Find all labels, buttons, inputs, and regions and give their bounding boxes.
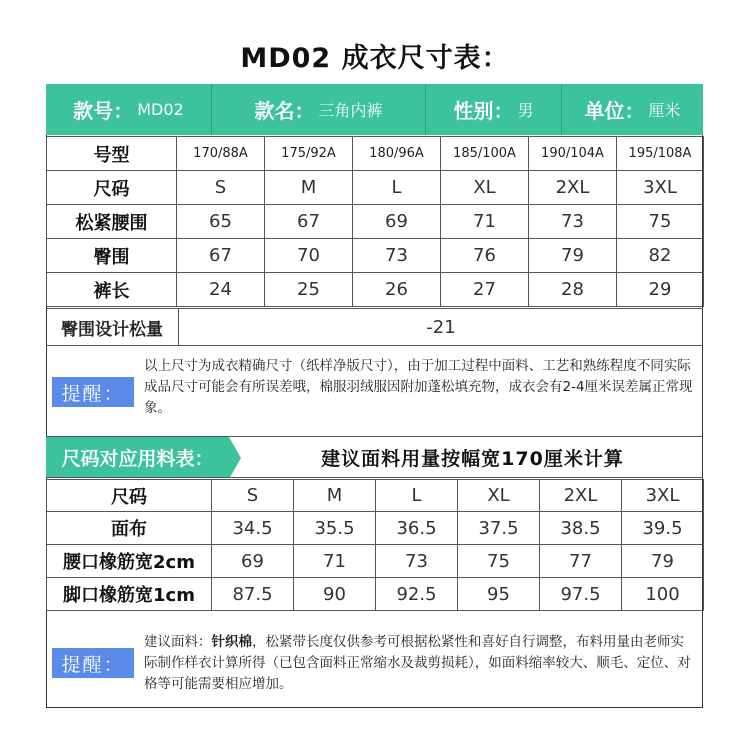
value-cell: 29 xyxy=(617,273,704,307)
model-cell: 190/104A xyxy=(529,137,617,171)
value-cell: 92.5 xyxy=(376,578,458,611)
value-cell: 79 xyxy=(622,545,704,578)
style-name-value: 三角内裤 xyxy=(318,101,383,120)
recommended-fabric: 针织棉 xyxy=(211,634,252,650)
gender-value: 男 xyxy=(517,101,534,120)
value-cell: 71 xyxy=(441,205,529,239)
value-cell: 38.5 xyxy=(540,512,622,545)
unit-label: 单位： xyxy=(584,99,645,123)
fabric-row xyxy=(47,512,704,545)
value-cell: 97.5 xyxy=(540,578,622,611)
value-cell: 24 xyxy=(177,273,265,307)
row-label: 面布 xyxy=(47,512,212,545)
size-cell: M xyxy=(294,480,376,512)
hip-row xyxy=(47,239,704,273)
model-cell: 175/92A xyxy=(265,137,353,171)
value-cell: 35.5 xyxy=(294,512,376,545)
fabric-section-label: 尺码对应用料表： xyxy=(46,437,229,477)
value-cell: 87.5 xyxy=(212,578,294,611)
style-name-cell xyxy=(212,84,426,135)
size-cell: XL xyxy=(441,171,529,205)
size-cell: S xyxy=(177,171,265,205)
gender-label: 性别： xyxy=(453,99,514,123)
value-cell: 82 xyxy=(617,239,704,273)
style-no-value: MD02 xyxy=(137,100,184,119)
value-cell: 39.5 xyxy=(622,512,704,545)
value-cell: 73 xyxy=(529,205,617,239)
hip-ease-row xyxy=(46,308,703,346)
fabric-calc-note: 建议面料用量按幅宽170厘米计算 xyxy=(321,447,624,470)
value-cell: 73 xyxy=(353,239,441,273)
value-cell: 95 xyxy=(458,578,540,611)
value-cell: 71 xyxy=(294,545,376,578)
model-cell: 195/108A xyxy=(617,137,704,171)
gender-cell xyxy=(426,84,562,135)
value-cell: 70 xyxy=(265,239,353,273)
value-cell: 75 xyxy=(458,545,540,578)
info-bar xyxy=(46,84,703,135)
size-cell: L xyxy=(353,171,441,205)
value-cell: 100 xyxy=(622,578,704,611)
row-label: 裤长 xyxy=(47,273,177,307)
page-title: MD02 成衣尺寸表： xyxy=(240,43,510,74)
waist-row xyxy=(47,205,704,239)
style-name-label: 款名： xyxy=(254,99,315,123)
value-cell: 76 xyxy=(441,239,529,273)
size-cell: 3XL xyxy=(617,171,704,205)
value-cell: 67 xyxy=(177,239,265,273)
style-no-cell xyxy=(46,84,212,135)
hip-ease-value: -21 xyxy=(426,316,456,338)
size-cell: 2XL xyxy=(529,171,617,205)
model-cell: 170/88A xyxy=(177,137,265,171)
style-no-label: 款号： xyxy=(73,99,134,123)
size-cell: L xyxy=(376,480,458,512)
size-cell: M xyxy=(265,171,353,205)
size-cell: 3XL xyxy=(622,480,704,512)
fabric-reminder-rest: ，松紧带长度仅供参考可根据松紧性和喜好自行调整，布料用量由老师实际制作样衣计算所得（已包含面料正常缩水及裁剪损耗），如面料缩率较大、顺毛、定位、对格等可能需要相应增加。 xyxy=(144,634,691,692)
model-cell: 185/100A xyxy=(441,137,529,171)
fabric-table xyxy=(46,479,704,611)
leg-elastic-row xyxy=(47,578,704,611)
unit-cell xyxy=(562,84,703,135)
value-cell: 90 xyxy=(294,578,376,611)
value-cell: 34.5 xyxy=(212,512,294,545)
waist-elastic-row xyxy=(47,545,704,578)
hip-ease-label: 臀围设计松量 xyxy=(46,309,179,345)
value-cell: 36.5 xyxy=(376,512,458,545)
value-cell: 25 xyxy=(265,273,353,307)
value-cell: 26 xyxy=(353,273,441,307)
size-row xyxy=(47,171,704,205)
row-label: 腰口橡筋宽2cm xyxy=(47,545,212,578)
reminder-badge: 提醒： xyxy=(52,648,134,678)
size-cell: XL xyxy=(458,480,540,512)
value-cell: 65 xyxy=(177,205,265,239)
length-row xyxy=(47,273,704,307)
value-cell: 77 xyxy=(540,545,622,578)
size-cell: 2XL xyxy=(540,480,622,512)
row-label: 脚口橡筋宽1cm xyxy=(47,578,212,611)
value-cell: 79 xyxy=(529,239,617,273)
value-cell: 37.5 xyxy=(458,512,540,545)
value-cell: 69 xyxy=(353,205,441,239)
unit-value: 厘米 xyxy=(648,101,681,120)
value-cell: 75 xyxy=(617,205,704,239)
fabric-section-header xyxy=(46,436,703,478)
size-table xyxy=(46,136,704,307)
row-label: 臀围 xyxy=(47,239,177,273)
value-cell: 69 xyxy=(212,545,294,578)
value-cell: 67 xyxy=(265,205,353,239)
fabric-reminder-text xyxy=(144,632,696,695)
fabric-reminder-prefix: 建议面料： xyxy=(144,634,212,650)
value-cell: 28 xyxy=(529,273,617,307)
fabric-size-row xyxy=(47,480,704,512)
row-label: 松紧腰围 xyxy=(47,205,177,239)
size-cell: S xyxy=(212,480,294,512)
model-cell: 180/96A xyxy=(353,137,441,171)
size-label: 尺码 xyxy=(47,171,177,205)
value-cell: 73 xyxy=(376,545,458,578)
model-row xyxy=(47,137,704,171)
size-label: 尺码 xyxy=(47,480,212,512)
reminder-text: 以上尺寸为成衣精确尺寸（纸样净版尺寸），由于加工过程中面料、工艺和熟练程度不同实际成品尺寸可能会有所误差哦，棉服羽绒服因附加蓬松填充物，成衣会有2-4厘米误差属正常现象。 xyxy=(144,358,693,416)
model-label: 号型 xyxy=(47,137,177,171)
reminder-badge: 提醒： xyxy=(52,377,134,407)
value-cell: 27 xyxy=(441,273,529,307)
